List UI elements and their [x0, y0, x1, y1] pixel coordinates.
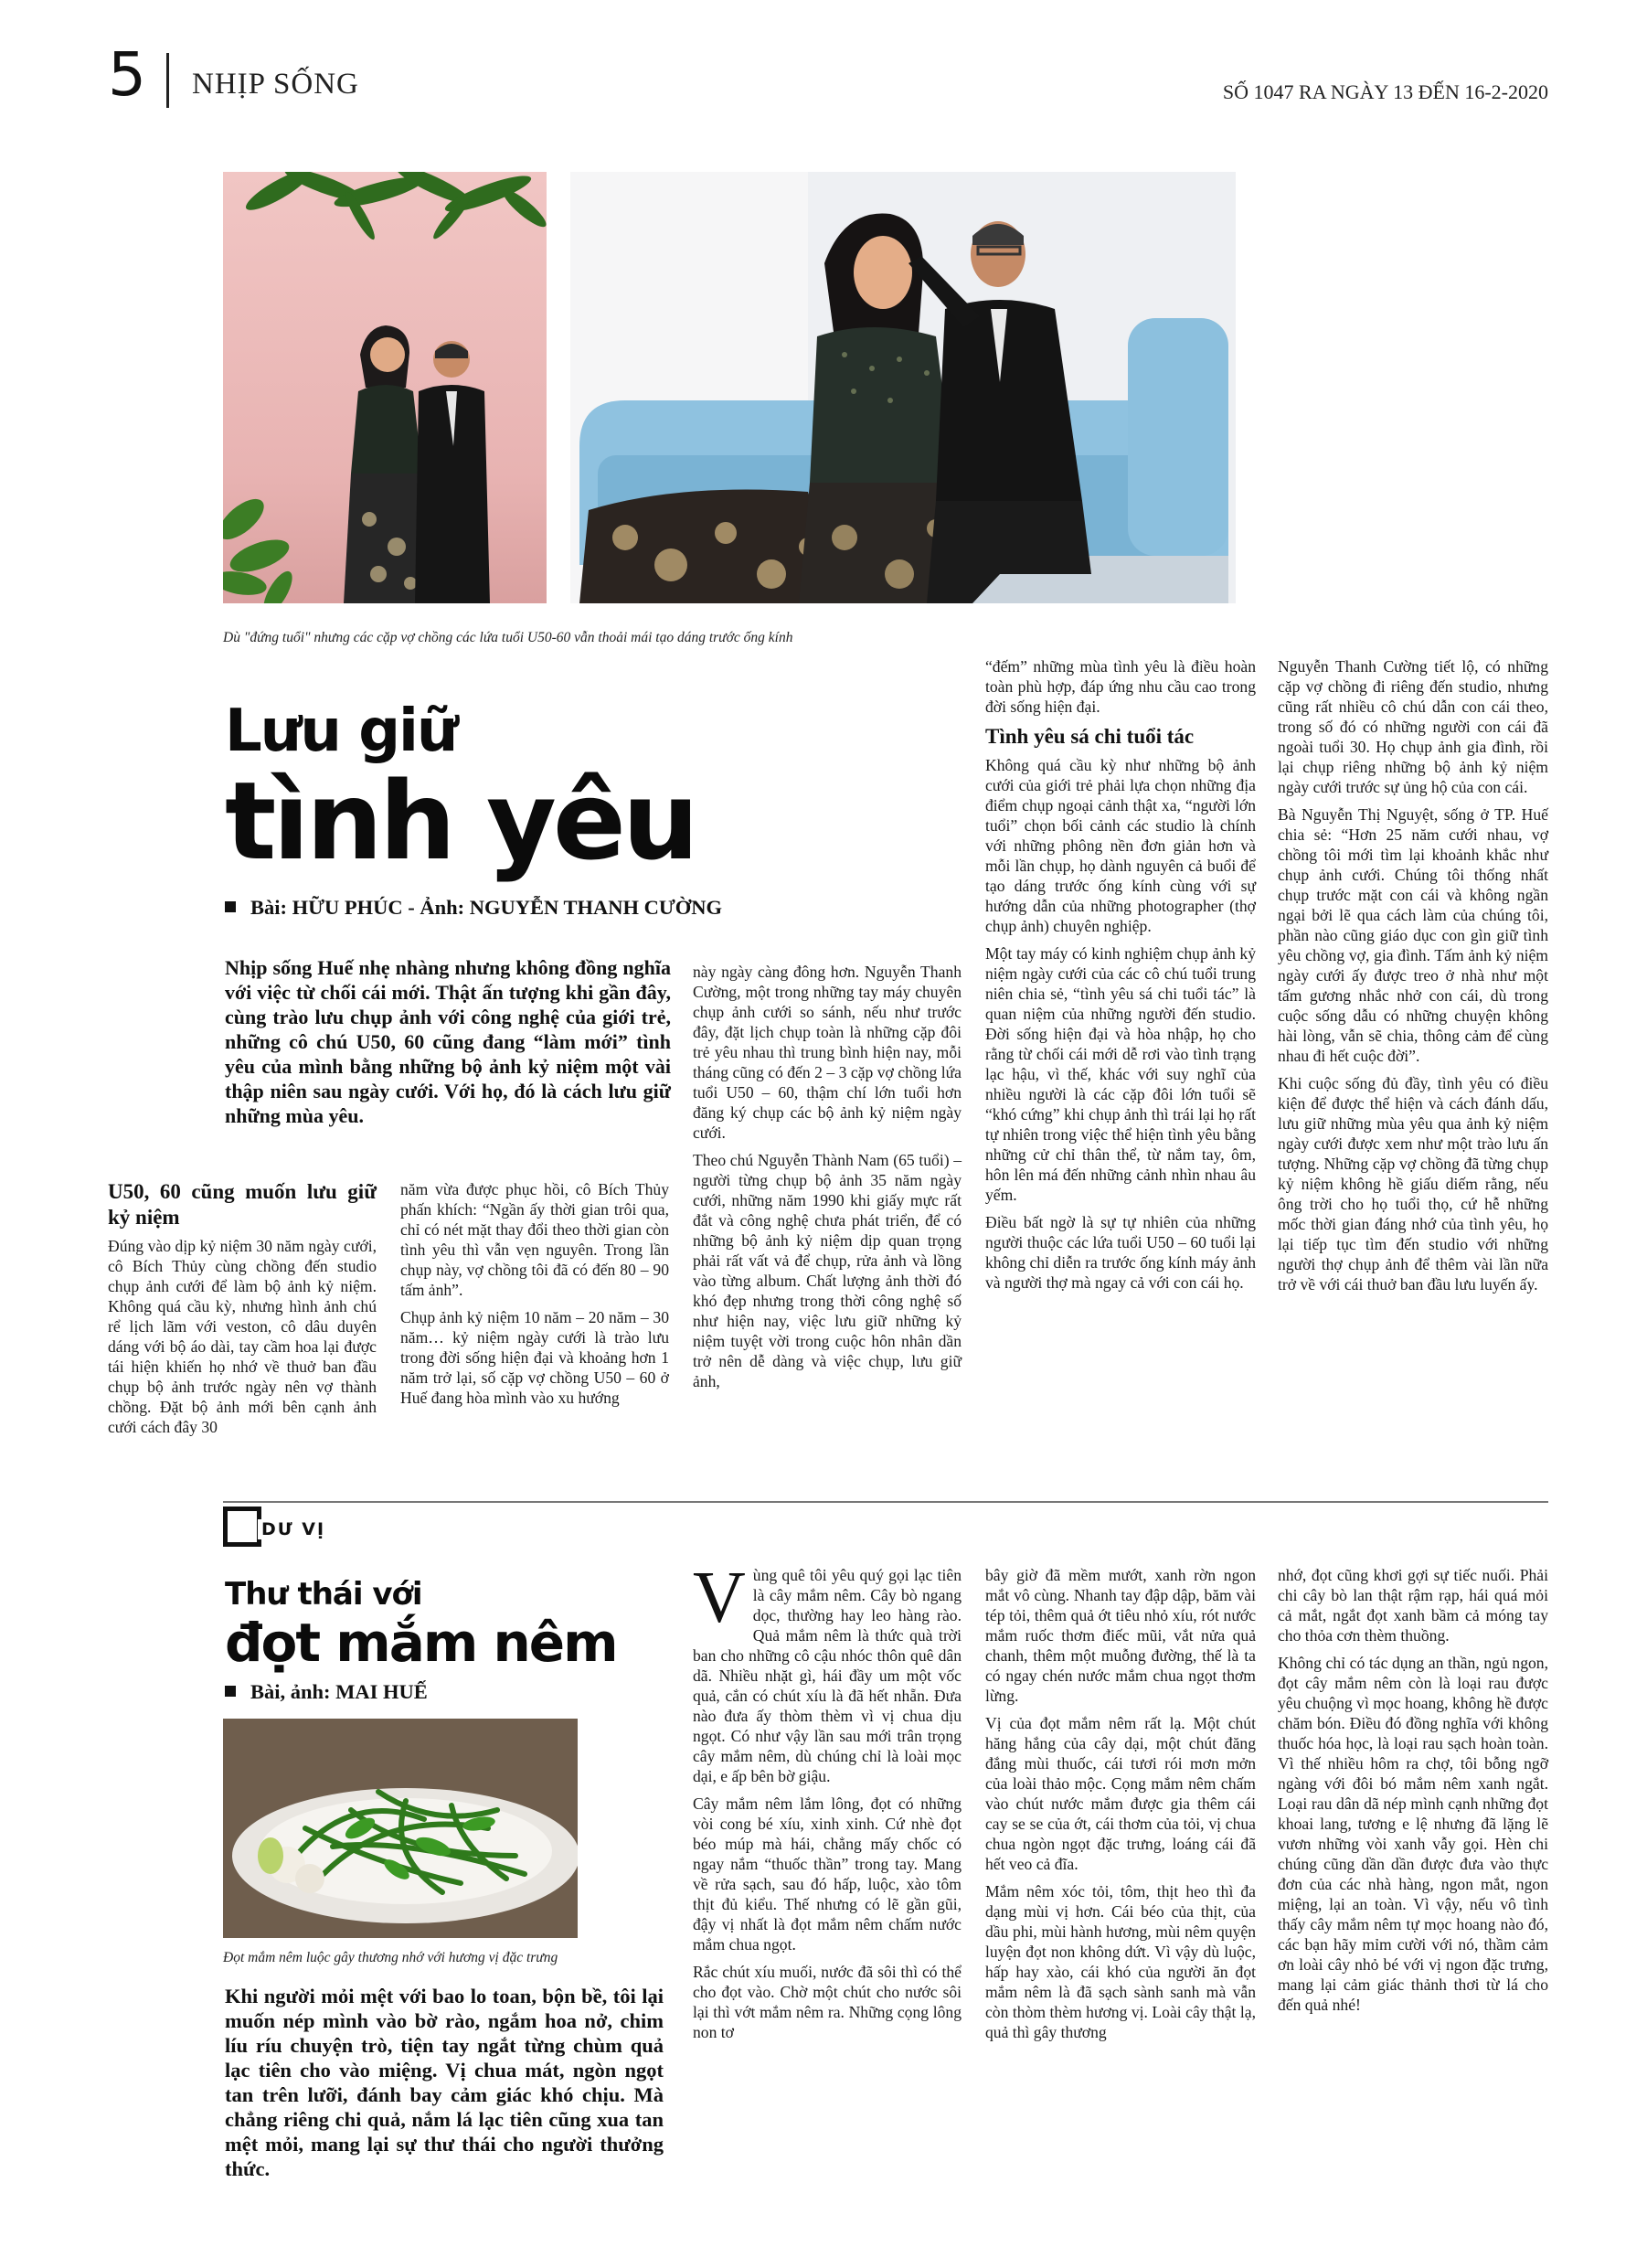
- paragraph: Vị của đọt mắm nêm rất lạ. Một chút hăng hắng của cây dại, một chút đăng đắng mùi thuốc, cái tươi rói mơn mởn của loài thảo mộc. Cọng mắm nêm chấm vào chút nước mắm được gia thêm cái cay se se của ớt, cái thơm của tỏi, vị chua chua ngòn ngọt đặc trưng, loáng cái đã hết veo cả đĩa.: [985, 1714, 1256, 1873]
- photo-caption: Dù "đứng tuổi" nhưng các cặp vợ chồng các lứa tuổi U50-60 vẫn thoải mái tạo dáng trước ống kính: [223, 630, 793, 645]
- header-divider: [166, 53, 169, 108]
- subheading: Tình yêu sá chi tuổi tác: [985, 725, 1195, 748]
- headline-line2: tình yêu: [225, 758, 696, 884]
- byline-2-text: Bài, ảnh: MAI HUẾ: [250, 1680, 428, 1703]
- subheading: U50, 60 cũng muốn lưu giữ kỷ niệm: [108, 1180, 377, 1229]
- article-column-1: [108, 1179, 377, 1444]
- paragraph: Mắm nêm xóc tỏi, tôm, thịt heo thì đa dạng mùi vị hơn. Cái béo của thịt, của dầu phi, mùi hành hương, mùi nêm quyện luyện đọt non không dứt. Vì vậy dù luộc, hấp hay xào, cái khó của người ăn đọt mắm nêm là đã sạch sành sanh mà vẫn còn thòm thèm hương vị. Loài cây thật lạ, quả thì gây thương: [985, 1882, 1256, 2041]
- paragraph: Bà Nguyễn Thị Nguyệt, sống ở TP. Huế chia sẻ: “Hơn 25 năm cưới nhau, vợ chồng tôi mới tìm lại khoảnh khắc như chụp ảnh cưới. Chúng tôi thống nhất chụp trước mặt con cái và không ngần ngại bởi lẽ qua cách làm của chúng tôi, phần nào cũng giáo dục con gìn giữ tình yêu chồng vợ, gia đình. Tấm ảnh kỷ niệm ngày cưới ấy được treo ở nhà như một tấm gương nhắc nhở con cái, dù trong cuộc sống dẫu có những chuyện không hài lòng, vẫn sẽ chia, thông cảm để cùng nhau đi hết cuộc đời”.: [1278, 805, 1548, 1065]
- paragraph: năm vừa được phục hồi, cô Bích Thủy phấn khích: “Ngần ấy thời gian trôi qua, chỉ có nét mặt thay đổi theo thời gian còn tình yêu thì vẫn vẹn nguyên. Trong lần chụp này, vợ chồng tôi đã có đến 80 – 90 tấm ảnh”.: [400, 1180, 669, 1299]
- couple-sofa-photo: [570, 172, 1236, 603]
- couple-sofa-illustration: [570, 172, 1236, 603]
- paragraph: Rắc chút xíu muối, nước đã sôi thì có thể cho đọt vào. Chờ một chút cho nước sôi lại thì vớt mắm nêm ra. Những cọng lông non tơ: [693, 1963, 962, 2041]
- headline-2-line2: đọt mắm nêm: [225, 1612, 617, 1674]
- article-column-4: [985, 656, 1256, 1300]
- paragraph: Không chỉ có tác dụng an thần, ngủ ngon, đọt cây mắm nêm còn là loại rau được yêu chuộng vì mọc hoang, không hề được chăm bón. Điều đó đồng nghĩa với không thuốc hóa học, là loại rau sạch hoàn toàn. Vì thế nhiều hôm ra chợ, tôi bỗng ngỡ ngàng với đôi bó mắm nêm xanh ngắt. Loại rau dân dã nép mình cạnh những đọt khoai lang, tương e lệ nhưng đã lặng lẽ vươn những vòi xanh vẫy gọi. Hèn chi chúng cũng dần dần được đưa vào thực đơn của các nhà hàng, ngon mắt, ngon miệng, lại an toàn. Vì vậy, nếu vô tình thấy cây mắm nêm tự mọc hoang nào đó, các bạn hãy mỉm cười với nó, thầm cảm ơn loài cây nhỏ bé với vị ngon đặc trưng, mang lại cảm giác thảnh thơi từ lá cho đến quả nhé!: [1278, 1654, 1548, 2014]
- article-2-lead: Khi người mỏi mệt với bao lo toan, bộn bề, tôi lại muốn nép mình vào bờ rào, ngắm hoa nở, chim líu ríu chuyện trò, tiện tay ngắt từng chùm quả lạc tiên cho vào miệng. Vị chua mát, ngòn ngọt tan trên lưỡi, đánh bay cảm giác khó chịu. Mà chẳng riêng chi quả, nắm lá lạc tiên cũng xua tan mệt mỏi, mang lại sự thư thái cho người thưởng thức.: [225, 1985, 664, 2180]
- article-column-3: [693, 962, 962, 1399]
- article-2-column-1: [693, 1558, 962, 2050]
- paragraph: Cây mắm nêm lắm lông, đọt có những vòi cong bé xíu, xinh xinh. Cứ nhè đọt béo múp mà hái, chẳng mấy chốc có ngay nắm “thuốc thần” trong tay. Mang về rửa sạch, sau đó hấp, luộc, xào tôm thịt đủ kiểu. Thế nhưng có lẽ gần gũi, đậy vị nhất là đọt mắm nêm chấm nước mắm chua ngọt.: [693, 1794, 962, 1954]
- couple-standing-illustration: [223, 172, 547, 603]
- headline-line1: Lưu giữ: [225, 697, 457, 765]
- paragraph: này ngày càng đông hơn. Nguyễn Thanh Cường, một trong những tay máy chuyên chụp ảnh cưới so sánh, nếu như trước đây, đặt lịch chụp toàn là những cặp đôi trẻ yêu nhau thì trung bình hiện nay, mỗi tháng cũng có đến 2 – 3 cặp vợ chồng lứa tuổi U50 – 60, thậm chí lớn tuổi hơn đăng ký chụp các bộ ảnh kỷ niệm ngày cưới.: [693, 963, 962, 1142]
- byline: [225, 896, 722, 920]
- paragraph: Nguyễn Thanh Cường tiết lộ, có những cặp vợ chồng đi riêng đến studio, nhưng cũng rất nhiều cô chú dẫn con cái theo, trong số đó có những người con cái đã ngoài tuổi 30. Họ chụp ảnh gia đình, rồi lại chụp riêng những bộ ảnh kỷ niệm ngày cưới trước sự ủng hộ của con cái.: [1278, 657, 1548, 796]
- headline-2-line1: Thư thái với: [225, 1576, 422, 1613]
- section-label: DƯ VỊ: [258, 1519, 329, 1539]
- paragraph: “đếm” những mùa tình yêu là điều hoàn toàn phù hợp, đáp ứng nhu cầu cao trong đời sống hiện đại.: [985, 657, 1256, 716]
- paragraph: Đúng vào dịp kỷ niệm 30 năm ngày cưới, cô Bích Thủy cùng chồng đến studio chụp ảnh cưới để làm bộ ảnh kỷ niệm. Không quá cầu kỳ, nhưng hình ảnh chú rể lịch lãm với veston, cô dâu duyên dáng với bộ áo dài, tay cầm hoa lại được tái hiện khiến họ nhớ về thuở ban đầu chụp bộ ảnh trước ngày nên vợ thành chồng. Đặt bộ ảnh mới bên cạnh ảnh cưới cách đây 30: [108, 1237, 377, 1436]
- paragraph: [693, 1558, 962, 1786]
- section-label-box-icon: [223, 1507, 261, 1547]
- issue-date: SỐ 1047 RA NGÀY 13 ĐẾN 16-2-2020: [1222, 80, 1548, 103]
- byline-2: [225, 1680, 428, 1704]
- section-title: NHỊP SỐNG: [192, 68, 359, 101]
- paragraph: nhớ, đọt cũng khơi gợi sự tiếc nuối. Phải chi cây bò lan thật rậm rạp, hái quá mỏi cả mắt, ngắt đọt xanh bầm cả móng tay cho thỏa cơn thèm thuồng.: [1278, 1566, 1548, 1645]
- section-divider: [223, 1501, 1548, 1503]
- food-photo-caption: Đọt mắm nêm luộc gây thương nhớ với hương vị đặc trưng: [223, 1950, 558, 1965]
- bullet-square-icon: [225, 901, 236, 912]
- paragraph: Theo chú Nguyễn Thành Nam (65 tuổi) – người từng chụp bộ ảnh 35 năm ngày cưới, những năm 1990 khi giấy mực rất đắt và công nghệ chưa phát triển, để có những bộ ảnh kỷ niệm dịp quan trọng phải rất vất vả để chụp, rửa ảnh và lồng vào từng album. Chất lượng ảnh thời đó khó đẹp nhưng trong thời công nghệ số như hiện nay, việc lưu giữ những kỷ niệm tuyệt vời trong cuộc hôn nhân dần trở nên dễ dàng và việc chụp, lưu giữ ảnh,: [693, 1151, 962, 1390]
- paragraph: Không quá cầu kỳ như những bộ ảnh cưới của giới trẻ phải lựa chọn những địa điểm chụp ngoại cảnh thật xa, “người lớn tuổi” chọn bối cảnh các studio là chính với những phông nền đơn giản hơn và mỗi lần chụp, họ dành nguyên cả buổi để tạo dáng trước ống kính cùng với sự hướng dẫn của những photographer (thợ chụp ảnh) chuyên nghiệp.: [985, 756, 1256, 935]
- paragraph: Một tay máy có kinh nghiệm chụp ảnh kỷ niệm ngày cưới của các cô chú tuổi trung niên chia sẻ, “tình yêu sá chi tuổi tác” là quan niệm của những người đến studio. Đời sống hiện đại và hòa nhập, họ cho rằng từ chối cái mới dễ rơi vào tình trạng lạc hậu, vì thế, khác với suy nghĩ của nhiều người là các cặp đôi lớn tuổi sẽ “khó cứng” khi chụp ảnh thì trái lại họ rất tự nhiên trong việc thể hiện tình yêu bằng những cử chỉ thân thể, từ nắm tay, ôm, hôn lên má đến những cảnh nhìn nhau âu yếm.: [985, 944, 1256, 1204]
- article-2-column-2: [985, 1565, 1256, 2050]
- food-photo: [223, 1719, 578, 1938]
- article-2-column-3: [1278, 1565, 1548, 2022]
- couple-standing-photo: [223, 172, 547, 603]
- paragraph: Chụp ảnh kỷ niệm 10 năm – 20 năm – 30 năm… kỷ niệm ngày cưới là trào lưu trong đời sống hiện đại và khoảng hơn 1 năm trở lại, số cặp vợ chồng U50 – 60 ở Huế đang hòa mình vào xu hướng: [400, 1308, 669, 1407]
- paragraph: bây giờ đã mềm mướt, xanh rờn ngon mắt vô cùng. Nhanh tay đập dập, băm vài tép tỏi, thêm quả ớt tiêu nhỏ xíu, rót nước mắm ruốc thơm điếc mũi, vắt nửa quả chanh, thêm một muỗng đường, thế là ta có ngay chén nước mắm chua ngọt thơm lừng.: [985, 1566, 1256, 1705]
- drop-cap: V: [693, 1558, 746, 1638]
- article-column-5: [1278, 656, 1548, 1302]
- page-number: 5: [108, 39, 146, 110]
- paragraph: Điều bất ngờ là sự tự nhiên của những người thuộc các lứa tuổi U50 – 60 tuổi lại không chỉ diễn ra trước ống kính máy ảnh và người thợ mà ngay cả với con cái họ.: [985, 1213, 1256, 1292]
- greens-plate-illustration: [223, 1719, 578, 1938]
- article-column-2: [400, 1179, 669, 1415]
- bullet-square-icon: [225, 1686, 236, 1697]
- byline-text: Bài: HỮU PHÚC - Ảnh: NGUYỄN THANH CƯỜNG: [250, 896, 723, 919]
- paragraph-text: ùng quê tôi yêu quý gọi lạc tiên là cây mắm nêm. Cây bò ngang dọc, thường hay leo hàng rào. Quả mắm nêm là thức quà trời ban cho những cô cậu nhóc thôn quê dân dã. Nhiều nhặt gì, hái đầy um một vốc quả, cắn có chút xíu là đã hết nhẵn. Đưa nào đưa ấy thòm thèm vì vị chua dịu ngọt. Có như vậy lần sau mới trân trọng cây mắm nêm, dù chúng chỉ là loài mọc dại, e ấp bên bờ giậu.: [693, 1566, 962, 1785]
- paragraph: Khi cuộc sống đủ đầy, tình yêu có điều kiện để được thể hiện và cách đánh dấu, lưu giữ những mùa yêu qua ảnh kỷ niệm ngày cưới được xem như một trào lưu ấn tượng. Những cặp vợ chồng đã từng chụp kỷ niệm không hề giấu diếm rằng, nếu ông trời cho họ tuổi thọ, cứ hễ những mốc thời gian đáng nhớ của tình yêu, họ lại tiếp tục tìm đến studio với những người thợ chụp ảnh để thêm vài lần nữa trở về với cái thuở ban đầu lưu luyến ấy.: [1278, 1074, 1548, 1294]
- article-lead: Nhịp sống Huế nhẹ nhàng nhưng không đồng nghĩa với việc từ chối cái mới. Thật ấn tượng khi gần đây, cùng trào lưu chụp ảnh với công nghệ của giới trẻ, những cô chú U50, 60 cũng đang “làm mới” tình yêu của mình bằng những bộ ảnh kỷ niệm một vài thập niên sau ngày cưới. Với họ, đó là cách lưu giữ những mùa yêu.: [225, 956, 671, 1127]
